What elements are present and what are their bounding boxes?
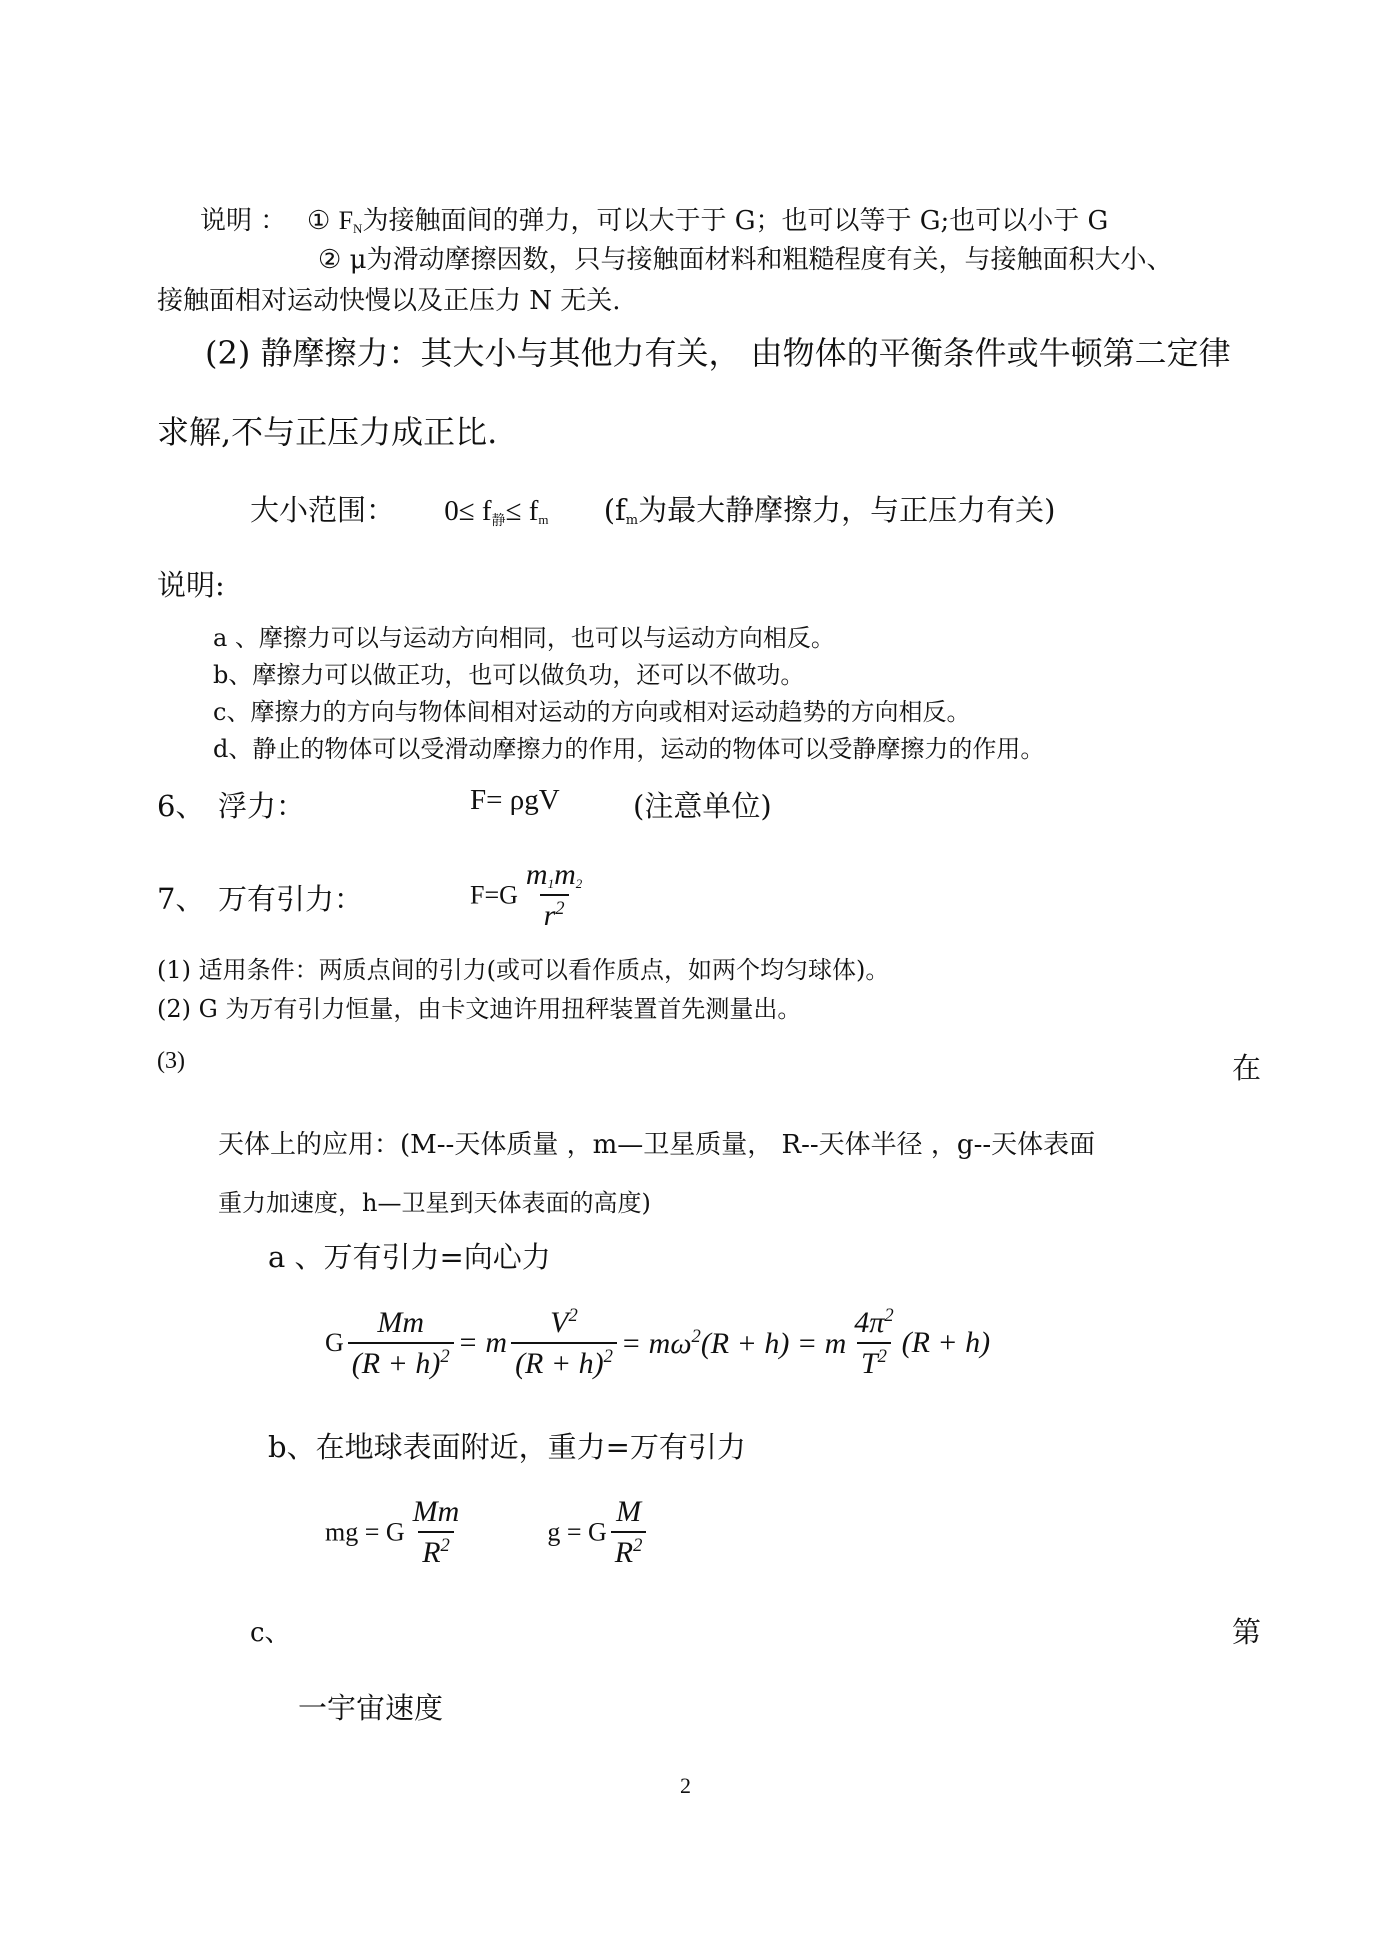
static-friction-line-2: 求解,不与正压力成正比. bbox=[157, 413, 498, 451]
gravitation-number: 7、 bbox=[157, 882, 205, 916]
note-2-item-a: a 、摩擦力可以与运动方向相同，也可以与运动方向相反。 bbox=[213, 624, 835, 652]
buoyancy-note: (注意单位) bbox=[633, 789, 772, 823]
circled-one-mark: ① bbox=[307, 206, 331, 236]
application-c-right: 第 bbox=[1232, 1615, 1262, 1649]
gravitation-formula: F=G $\frac{m_1m_2}{r^2}$ bbox=[470, 858, 590, 933]
application-c-label: c、 bbox=[250, 1618, 291, 1648]
buoyancy-number: 6、 bbox=[157, 789, 205, 823]
gravitation-label: 万有引力： bbox=[218, 882, 364, 916]
note-2-item-c: c、摩擦力的方向与物体间相对运动的方向或相对运动趋势的方向相反。 bbox=[213, 698, 971, 726]
note-item-2-continuation: 接触面相对运动快慢以及正压力 N 无关. bbox=[157, 286, 621, 316]
note-2-item-d: d、静止的物体可以受滑动摩擦力的作用，运动的物体可以受静摩擦力的作用。 bbox=[213, 735, 1045, 763]
gravitation-note-3-number: (3) bbox=[157, 1048, 185, 1074]
gravitation-note-3-right: 在 bbox=[1232, 1051, 1262, 1085]
buoyancy-label: 浮力： bbox=[218, 789, 306, 823]
note-label: 说明 ： bbox=[200, 206, 287, 236]
note-2-label: 说明: bbox=[157, 568, 225, 602]
equation-b: mg = G $\frac{Mm}{R^2}$ g = G $\frac{M}{R^2}$ bbox=[325, 1495, 650, 1570]
application-c-line-2: 一宇宙速度 bbox=[298, 1691, 444, 1725]
equation-a-fraction-2: $\frac{V^2}{(R + h)^2}$ bbox=[511, 1305, 617, 1381]
range-label: 大小范围： bbox=[250, 493, 396, 527]
range-note: ($f_m$为最大静摩擦力，与正压力有关) bbox=[603, 493, 1056, 528]
gravitation-note-3-line-2: 天体上的应用：(M--天体质量 ，m—卫星质量， R--天体半径 ，g--天体表面 bbox=[218, 1130, 1096, 1160]
note-2-item-b: b、摩擦力可以做正功，也可以做负功，还可以不做功。 bbox=[213, 661, 805, 689]
note-item-1 bbox=[307, 200, 1108, 237]
range-expression: 0≤ f静≤ $f_m$ bbox=[444, 495, 549, 529]
gravitation-note-3-line-3: 重力加速度，h—卫星到天体表面的高度) bbox=[218, 1189, 651, 1217]
application-a-label: a 、万有引力=向心力 bbox=[268, 1240, 551, 1274]
range-line bbox=[250, 488, 1055, 530]
circled-two-mark: ② bbox=[318, 245, 342, 275]
application-b-label: b、在地球表面附近，重力=万有引力 bbox=[268, 1430, 746, 1464]
gravitation-note-2: (2) G 为万有引力恒量，由卡文迪许用扭秤装置首先测量出。 bbox=[157, 995, 802, 1023]
static-friction-heading: (2) 静摩擦力：其大小与其他力有关， 由物体的平衡条件或牛顿第二定律 bbox=[205, 334, 1231, 372]
equation-a-fraction-1: $\frac{Mm}{(R + h)^2}$ bbox=[348, 1306, 454, 1381]
gravitation-note-1: (1) 适用条件：两质点间的引力(或可以看作质点，如两个均匀球体)。 bbox=[157, 956, 890, 984]
page-number: 2 bbox=[680, 1773, 691, 1798]
normal-force-symbol: $F_N$ bbox=[338, 206, 363, 236]
equation-b-fraction-1: $\frac{Mm}{R^2}$ bbox=[412, 1495, 460, 1569]
equation-b-fraction-2: $\frac{M}{R^2}$ bbox=[611, 1495, 647, 1570]
buoyancy-formula: F= ρgV bbox=[470, 784, 560, 816]
equation-a-fraction-3: $\frac{4\pi^2}{T^2}$ bbox=[854, 1305, 894, 1380]
note-item-1-text: 为接触面间的弹力，可以大于于 G；也可以等于 G;也可以小于 G bbox=[362, 206, 1109, 236]
note-item-2 bbox=[318, 239, 1172, 276]
note-item-2-text: μ为滑动摩擦因数，只与接触面材料和粗糙程度有关，与接触面积大小、 bbox=[349, 245, 1173, 275]
equation-a: G $\frac{Mm}{(R + h)^2}$ = m $\frac{V^2}{(R + h)^2}$ = $m\omega^2(R + h) = m$ $\frac{4\pi^2}{T^2}$ (R + h) bbox=[325, 1305, 991, 1380]
gravitation-fraction: $\frac{m_1m_2}{r^2}$ bbox=[525, 858, 583, 932]
